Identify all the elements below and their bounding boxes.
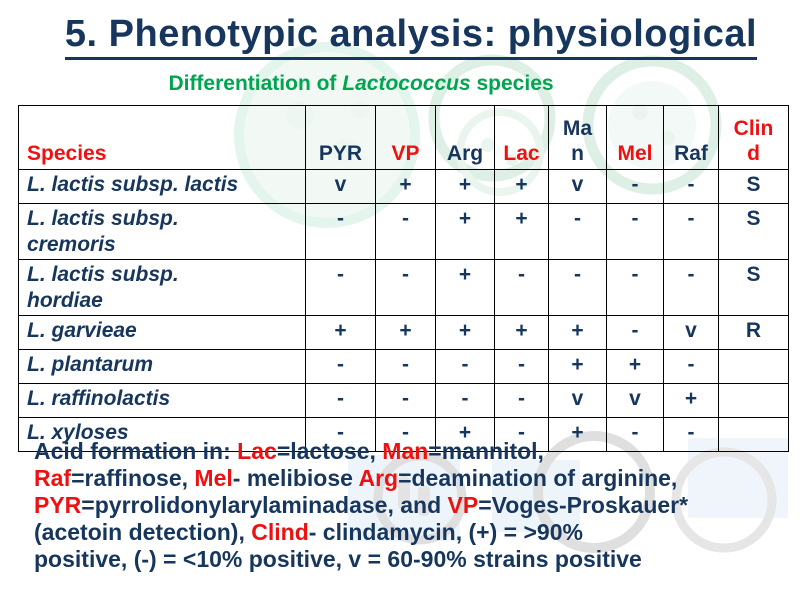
table-cell: +	[549, 418, 607, 452]
table-cell: -	[436, 384, 495, 418]
text-segment: VP	[447, 492, 479, 518]
table-cell: v	[549, 170, 607, 204]
table-cell: R	[719, 316, 789, 350]
legend-text	[34, 438, 792, 573]
table-cell: +	[664, 384, 719, 418]
table-body	[19, 170, 789, 452]
text-segment: species	[470, 72, 554, 95]
text-segment: PYR	[34, 492, 82, 518]
species-name: L. garvieae	[19, 316, 306, 350]
text-segment: Lac	[237, 438, 277, 464]
species-table	[18, 105, 789, 452]
table-cell: -	[376, 418, 436, 452]
table-cell: +	[495, 204, 549, 260]
text-segment: - clindamycin, (+) = >90%	[308, 519, 583, 545]
text-segment: Arg	[358, 465, 399, 491]
table-cell: -	[376, 350, 436, 384]
table-cell: -	[495, 384, 549, 418]
text-segment: =Voges-Proskauer*	[478, 492, 689, 518]
table-cell: v	[664, 316, 719, 350]
table-header-row	[19, 106, 789, 170]
subtitle	[0, 72, 722, 96]
table-cell: +	[549, 350, 607, 384]
table-cell: -	[376, 260, 436, 316]
table-cell: S	[719, 204, 789, 260]
species-name: L. lactis subsp. lactis	[19, 170, 306, 204]
table-row	[19, 204, 789, 260]
text-segment: =mannitol,	[428, 438, 544, 464]
table-cell: -	[664, 260, 719, 316]
text-segment: Clind	[251, 519, 309, 545]
text-segment: Man	[382, 438, 429, 464]
column-header-label: VP	[391, 142, 420, 165]
column-header-man	[549, 106, 607, 170]
table-cell: +	[376, 316, 436, 350]
table-cell: v	[607, 384, 664, 418]
text-segment: - melibiose	[232, 465, 359, 491]
species-name: L. lactis subsp. hordiae	[19, 260, 306, 316]
text-segment: Differentiation of	[168, 72, 343, 95]
table-cell: -	[607, 170, 664, 204]
text-segment: (acetoin detection),	[34, 519, 252, 545]
table-cell: +	[549, 316, 607, 350]
column-header-lac	[495, 106, 549, 170]
text-segment: =raffinose,	[71, 465, 195, 491]
column-header-raf	[664, 106, 719, 170]
table-cell: +	[495, 316, 549, 350]
table-cell: +	[436, 170, 495, 204]
table-cell: -	[549, 204, 607, 260]
table-cell: -	[664, 170, 719, 204]
table-row	[19, 384, 789, 418]
table-cell: v	[549, 384, 607, 418]
table-cell: +	[436, 418, 495, 452]
table-cell: +	[495, 170, 549, 204]
species-name: L. lactis subsp. cremoris	[19, 204, 306, 260]
table-cell: S	[719, 260, 789, 316]
text-segment: Mel	[194, 465, 233, 491]
table-cell: -	[495, 260, 549, 316]
table-cell: -	[607, 204, 664, 260]
column-header-label: Man	[562, 117, 593, 165]
column-header-arg	[436, 106, 495, 170]
table-cell: v	[306, 170, 376, 204]
species-name: L. raffinolactis	[19, 384, 306, 418]
table-cell: -	[306, 260, 376, 316]
text-segment: Acid formation in:	[34, 438, 238, 464]
text-segment: Raf	[34, 465, 72, 491]
table-cell: -	[607, 418, 664, 452]
column-header-label: PYR	[318, 142, 363, 165]
table-row	[19, 170, 789, 204]
table-cell	[719, 384, 789, 418]
table-cell: -	[376, 384, 436, 418]
text-segment: =lactose,	[276, 438, 383, 464]
column-header-mel	[607, 106, 664, 170]
table-cell: -	[549, 260, 607, 316]
table-cell: -	[306, 418, 376, 452]
column-header-label: Raf	[674, 142, 708, 165]
table-cell: +	[436, 260, 495, 316]
text-segment: =pyrrolidonylarylaminadase, and	[81, 492, 448, 518]
text-segment: positive, (-) = <10% positive, v = 60-90% strains positive	[34, 546, 642, 572]
species-name: L. plantarum	[19, 350, 306, 384]
column-header-label: Species	[27, 142, 107, 165]
column-header-label: Mel	[617, 142, 653, 165]
text-segment: Lactococcus	[342, 72, 471, 95]
table-cell: -	[607, 260, 664, 316]
column-header-label: Clind	[733, 117, 774, 165]
column-header-pyr	[306, 106, 376, 170]
column-header-clind	[719, 106, 789, 170]
column-header-label: Arg	[446, 142, 484, 165]
table-cell: +	[607, 350, 664, 384]
table-cell: -	[306, 350, 376, 384]
species-name: L. xyloses	[19, 418, 306, 452]
table-cell: +	[376, 170, 436, 204]
table-cell	[719, 350, 789, 384]
column-header-species	[19, 106, 306, 170]
table-cell: -	[306, 384, 376, 418]
table-cell: -	[306, 204, 376, 260]
column-header-label: Lac	[503, 142, 540, 165]
table-cell: -	[495, 418, 549, 452]
table-cell: -	[495, 350, 549, 384]
column-header-vp	[376, 106, 436, 170]
species-table-container	[18, 105, 789, 452]
table-cell: -	[436, 350, 495, 384]
table-cell: -	[376, 204, 436, 260]
table-row	[19, 260, 789, 316]
page-title	[30, 14, 792, 60]
table-cell: +	[436, 316, 495, 350]
table-row	[19, 316, 789, 350]
table-cell: +	[436, 204, 495, 260]
table-cell: +	[306, 316, 376, 350]
table-cell: S	[719, 170, 789, 204]
table-cell: -	[664, 204, 719, 260]
page-title-text: 5. Phenotypic analysis: physiological	[65, 14, 757, 60]
table-row	[19, 350, 789, 384]
table-cell: -	[664, 350, 719, 384]
text-segment: =deamination of arginine,	[398, 465, 678, 491]
table-cell: -	[607, 316, 664, 350]
table-cell: -	[664, 418, 719, 452]
